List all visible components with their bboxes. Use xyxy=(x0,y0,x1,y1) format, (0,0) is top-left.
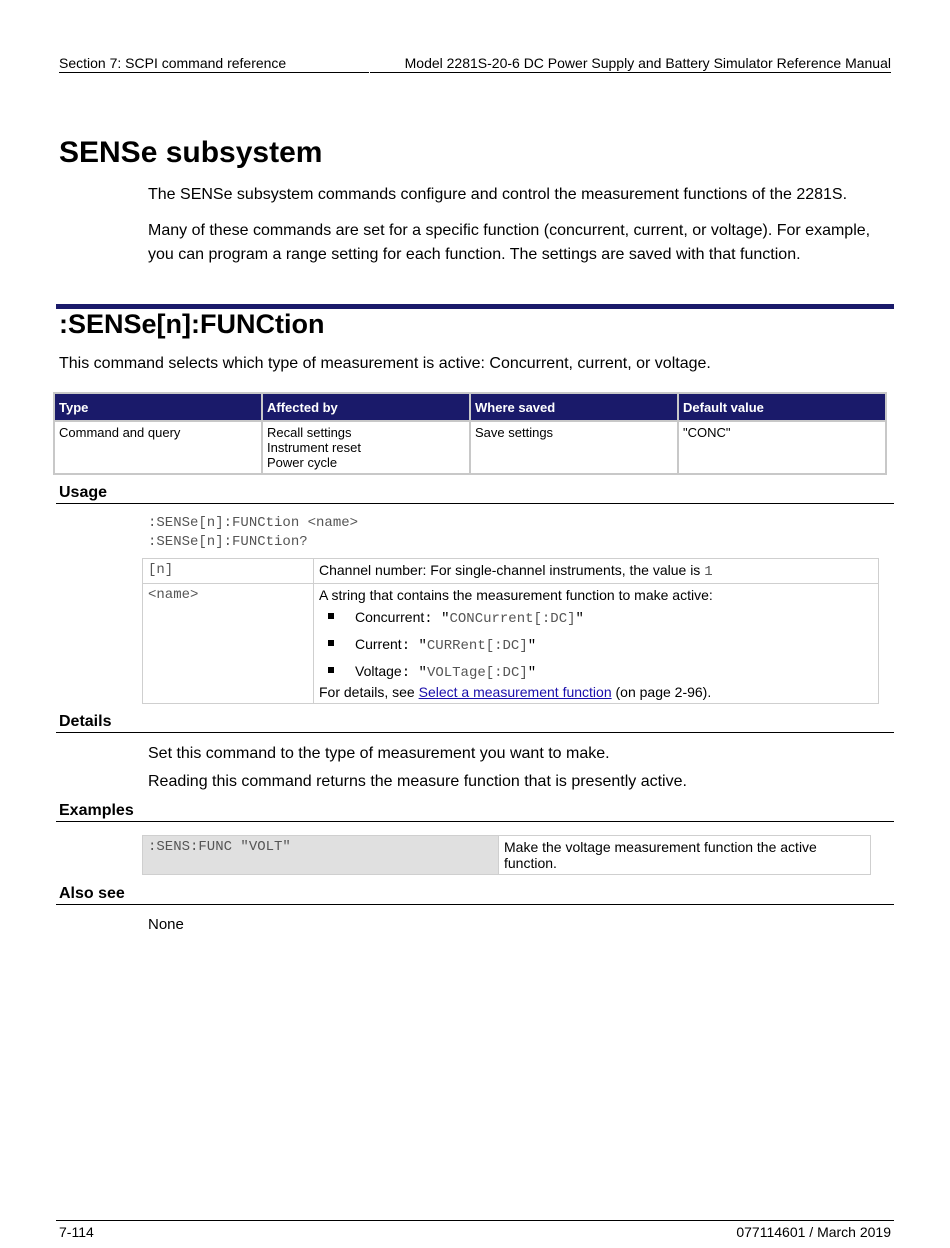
running-header-section: Section 7: SCPI command reference xyxy=(59,55,369,73)
option-label: Voltage xyxy=(355,663,402,679)
details-line-2: Reading this command returns the measure function that is presently active. xyxy=(148,773,687,790)
param-n-name: [n] xyxy=(143,559,314,584)
usage-line-set: :SENSe[n]:FUNCtion <name> xyxy=(148,515,359,531)
param-n-value: 1 xyxy=(704,564,713,580)
examples-heading: Examples xyxy=(56,802,894,822)
subsystem-intro-2: Many of these commands are set for a specific function (concurrent, current, or voltage). For example, you can program a range setting for each function. The settings are saved with that function. xyxy=(148,222,871,263)
running-header-manual-title: Model 2281S-20-6 DC Power Supply and Battery Simulator Reference Manual xyxy=(370,55,891,73)
info-affected-by xyxy=(263,422,469,473)
also-see-value: None xyxy=(148,916,184,933)
info-table-header-row xyxy=(55,394,885,420)
details-suffix: (on page 2-96). xyxy=(611,684,712,700)
param-n-desc xyxy=(314,559,879,584)
footer-page-number: 7-114 xyxy=(59,1224,94,1240)
option-code: CONCurrent[:DC] xyxy=(449,611,576,627)
details-line-1: Set this command to the type of measurement you want to make. xyxy=(148,745,610,762)
option-current: Current: "CURRent[:DC]" xyxy=(319,636,873,657)
also-see-heading: Also see xyxy=(56,885,894,905)
info-header-default-value: Default value xyxy=(679,394,885,420)
subsystem-intro-1: The SENSe subsystem commands configure and control the measurement functions of the 2281S. xyxy=(148,186,848,203)
example-description: Make the voltage measurement function the active function. xyxy=(499,836,871,875)
usage-heading: Usage xyxy=(56,484,894,504)
affected-by-item: Recall settings xyxy=(267,425,352,440)
option-code: CURRent[:DC] xyxy=(426,638,528,654)
details-heading: Details xyxy=(56,713,894,733)
footer-rule xyxy=(56,1220,894,1221)
affected-by-item: Power cycle xyxy=(267,455,338,470)
select-measurement-function-link[interactable]: Select a measurement function xyxy=(418,684,612,700)
info-where-saved: Save settings xyxy=(471,422,677,473)
bullet-icon xyxy=(328,667,334,673)
command-info-table xyxy=(53,392,887,475)
info-table-row xyxy=(55,422,885,473)
command-title: :SENSe[n]:FUNCtion xyxy=(59,309,325,339)
example-row xyxy=(143,836,871,875)
details-prefix: For details, see xyxy=(319,684,419,700)
option-code: VOLTage[:DC] xyxy=(426,665,528,681)
parameter-table xyxy=(142,558,879,704)
subsystem-title: SENSe subsystem xyxy=(59,136,323,169)
param-name-desc-text: A string that contains the measurement function to make active: xyxy=(319,587,713,603)
bullet-icon xyxy=(328,640,334,646)
option-voltage: Voltage: "VOLTage[:DC]" xyxy=(319,663,873,684)
info-header-type: Type xyxy=(55,394,261,420)
usage-line-query: :SENSe[n]:FUNCtion? xyxy=(148,534,308,550)
footer-document-id: 077114601 / March 2019 xyxy=(736,1224,891,1240)
examples-table xyxy=(142,835,871,875)
param-row-name xyxy=(143,584,879,704)
param-details-line xyxy=(319,684,873,700)
param-name-desc xyxy=(314,584,879,704)
option-label: Current xyxy=(355,636,402,652)
info-header-where-saved: Where saved xyxy=(471,394,677,420)
info-header-affected-by: Affected by xyxy=(263,394,469,420)
example-code: :SENS:FUNC "VOLT" xyxy=(143,836,499,875)
option-label: Concurrent xyxy=(355,609,425,625)
info-default-value: "CONC" xyxy=(679,422,885,473)
bullet-icon xyxy=(328,613,334,619)
param-row-n xyxy=(143,559,879,584)
command-description: This command selects which type of measurement is active: Concurrent, current, or voltage. xyxy=(59,355,711,372)
info-type: Command and query xyxy=(55,422,261,473)
param-name-name: <name> xyxy=(143,584,314,704)
option-concurrent: Concurrent: "CONCurrent[:DC]" xyxy=(319,609,873,630)
affected-by-item: Instrument reset xyxy=(267,440,361,455)
param-n-desc-text: Channel number: For single-channel instruments, the value is xyxy=(319,562,705,578)
